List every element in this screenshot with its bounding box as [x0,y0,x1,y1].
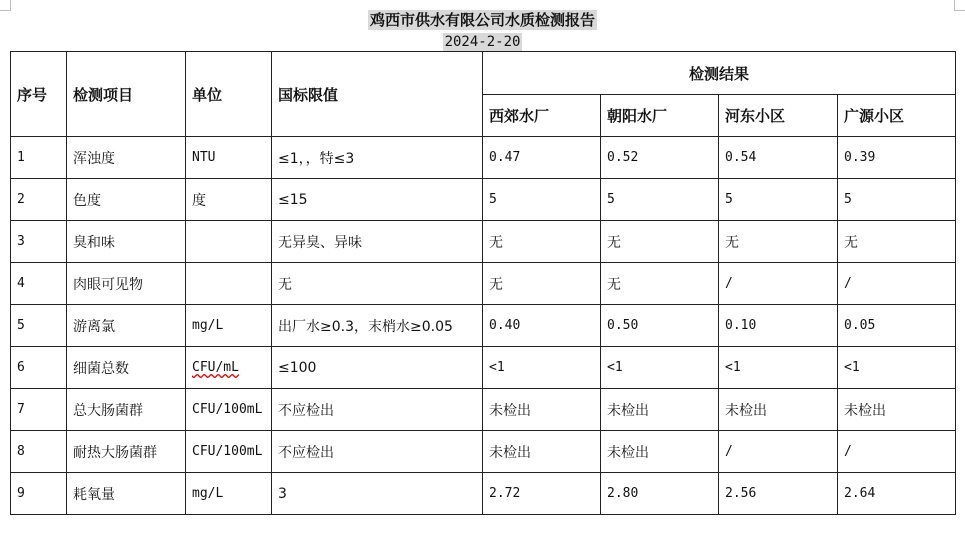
cell-result-text[interactable]: 5 [725,192,733,207]
cell-item [67,221,186,263]
header-index: 序号 [11,52,67,137]
cell-result-text[interactable]: 0.10 [725,318,757,333]
cell-index-text[interactable]: 4 [17,276,25,291]
cell-result [719,179,838,221]
cell-result-text[interactable]: / [725,276,733,291]
cell-result-text[interactable]: 0.50 [607,318,639,333]
header-site: 朝阳水厂 [601,95,719,137]
cell-unit-text[interactable]: mg/L [192,486,224,501]
cell-result [838,137,956,179]
header-site: 西郊水厂 [483,95,601,137]
cell-index-text[interactable]: 6 [17,360,25,375]
cell-result-text[interactable]: 0.05 [844,318,876,333]
cell-index [11,221,67,263]
cell-result [483,305,601,347]
cell-index [11,305,67,347]
header-unit: 单位 [186,52,272,137]
cell-result [601,221,719,263]
table-row [11,473,956,515]
cell-unit [186,389,272,431]
cell-item-text[interactable]: 耗氧量 [73,486,115,503]
cell-result-text[interactable]: <1 [489,360,505,375]
cell-result-text[interactable]: 未检出 [844,402,886,419]
cell-unit-text[interactable]: mg/L [192,318,224,333]
cell-unit [186,305,272,347]
cell-item [67,473,186,515]
header-item: 检测项目 [67,52,186,137]
cell-standard-text[interactable]: 出厂水≥0.3，末梢水≥0.05 [278,318,453,335]
cell-item-text[interactable]: 色度 [73,192,101,209]
table-row [11,221,956,263]
cell-standard-text[interactable]: 不应检出 [278,444,334,461]
cell-result-text[interactable]: / [844,444,852,459]
header-site: 河东小区 [719,95,838,137]
cell-result [601,263,719,305]
cell-unit [186,263,272,305]
cell-unit-text[interactable]: CFU/100mL [192,402,263,417]
cell-index [11,263,67,305]
cell-result-text[interactable]: 2.56 [725,486,757,501]
cell-standard [272,347,483,389]
cell-standard [272,137,483,179]
cell-result [838,347,956,389]
cell-result [719,347,838,389]
cell-item [67,179,186,221]
cell-result-text[interactable]: 无 [607,276,621,293]
cell-result [719,389,838,431]
cell-index [11,431,67,473]
cell-result [601,431,719,473]
cell-result-text[interactable]: 无 [607,234,621,251]
table-row [11,431,956,473]
cell-result [838,305,956,347]
cell-result [483,347,601,389]
cell-standard [272,473,483,515]
cell-result [601,389,719,431]
cell-index-text[interactable]: 2 [17,192,25,207]
cell-standard-text[interactable]: 无异臭、异味 [278,234,362,251]
cell-item-text[interactable]: 臭和味 [73,234,115,251]
cell-standard-text[interactable]: 3 [278,485,287,502]
cell-standard [272,179,483,221]
report-date[interactable]: 2024-2-20 [444,34,521,50]
cell-standard-text[interactable]: 不应检出 [278,402,334,419]
cell-item-text[interactable]: 游离氯 [73,318,115,335]
cell-unit [186,221,272,263]
cell-item-text[interactable]: 肉眼可见物 [73,276,143,293]
cell-result-text[interactable]: 未检出 [725,402,767,419]
cell-result-text[interactable]: <1 [844,360,860,375]
cell-result [483,389,601,431]
cell-result-text[interactable]: <1 [725,360,741,375]
cell-result-text[interactable]: 未检出 [489,444,531,461]
cell-item-text[interactable]: 总大肠菌群 [73,402,143,419]
cell-result-text[interactable]: 0.39 [844,150,876,165]
cell-result [483,473,601,515]
header-results: 检测结果 [483,52,956,95]
report-date-line [0,31,965,50]
cell-result [601,305,719,347]
cell-unit-text[interactable]: NTU [192,150,216,165]
table-row [11,389,956,431]
cell-unit [186,179,272,221]
cell-result [719,263,838,305]
cell-result-text[interactable]: 未检出 [607,444,649,461]
cell-result-text[interactable]: 2.64 [844,486,876,501]
cell-unit [186,347,272,389]
cell-result [483,431,601,473]
cell-result-text[interactable]: 无 [844,234,858,251]
cell-result-text[interactable]: 5 [607,192,615,207]
cell-index-text[interactable]: 8 [17,444,25,459]
table-row [11,179,956,221]
cell-result [483,137,601,179]
cell-result-text[interactable]: / [844,276,852,291]
cell-unit-text[interactable]: 度 [192,192,206,209]
cell-result-text[interactable]: 0.40 [489,318,521,333]
cell-result-text[interactable]: 无 [725,234,739,251]
cell-result-text[interactable]: 0.47 [489,150,521,165]
cell-standard [272,305,483,347]
report-title-line [0,9,965,30]
cell-result [719,431,838,473]
header-standard: 国标限值 [272,52,483,137]
cell-result [838,389,956,431]
cell-result [601,473,719,515]
cell-result [601,179,719,221]
cell-standard [272,221,483,263]
cell-result-text[interactable]: 5 [844,192,852,207]
cell-standard-text[interactable]: 无 [278,276,292,293]
cell-unit-text[interactable]: CFU/100mL [192,444,263,459]
report-title[interactable]: 鸡西市供水有限公司水质检测报告 [369,11,595,29]
cell-result [601,137,719,179]
header-site: 广源小区 [838,95,956,137]
cell-standard [272,431,483,473]
cell-result-text[interactable]: 2.72 [489,486,521,501]
cell-index-text[interactable]: 7 [17,402,25,417]
cell-result-text[interactable]: 未检出 [607,402,649,419]
cell-item [67,347,186,389]
cell-item-text[interactable]: 细菌总数 [73,360,129,377]
cell-result [601,347,719,389]
cell-result [719,473,838,515]
cell-standard-text[interactable]: ≤100 [278,359,317,376]
cell-result-text[interactable]: 无 [489,276,503,293]
cell-result-text[interactable]: 2.80 [607,486,639,501]
cell-result [838,221,956,263]
cell-result [838,179,956,221]
cell-result [838,473,956,515]
table-row [11,263,956,305]
table-row [11,305,956,347]
cell-result [483,179,601,221]
cell-result [838,431,956,473]
cell-result [719,137,838,179]
cell-unit-text[interactable]: CFU/mL [192,360,239,375]
cell-unit [186,137,272,179]
cell-result-text[interactable]: <1 [607,360,623,375]
cell-item [67,305,186,347]
cell-standard-text[interactable]: ≤1，，特≤3 [278,150,355,167]
cell-result [719,305,838,347]
cell-result [719,221,838,263]
cell-index-text[interactable]: 1 [17,150,25,165]
cell-result-text[interactable]: 0.54 [725,150,757,165]
cell-standard [272,389,483,431]
cell-item [67,263,186,305]
water-quality-table [10,51,956,515]
cell-index-text[interactable]: 3 [17,234,25,249]
cell-index [11,137,67,179]
cell-result [483,263,601,305]
cell-index-text[interactable]: 9 [17,486,25,501]
cell-index [11,179,67,221]
cell-result [838,263,956,305]
cell-result-text[interactable]: 5 [489,192,497,207]
cell-index-text[interactable]: 5 [17,318,25,333]
cell-unit [186,473,272,515]
cell-result-text[interactable]: 未检出 [489,402,531,419]
cell-index [11,389,67,431]
cell-result-text[interactable]: 无 [489,234,503,251]
table-row [11,137,956,179]
cell-result-text[interactable]: 0.52 [607,150,639,165]
cell-result-text[interactable]: / [725,444,733,459]
cell-index [11,347,67,389]
cell-standard [272,263,483,305]
cell-index [11,473,67,515]
header-row [11,52,956,95]
cell-standard-text[interactable]: ≤15 [278,191,308,208]
cell-result [483,221,601,263]
cell-item [67,389,186,431]
cell-unit [186,431,272,473]
cell-item-text[interactable]: 耐热大肠菌群 [73,444,157,461]
cell-item-text[interactable]: 浑浊度 [73,150,115,167]
cell-item [67,137,186,179]
table-row [11,347,956,389]
cell-item [67,431,186,473]
